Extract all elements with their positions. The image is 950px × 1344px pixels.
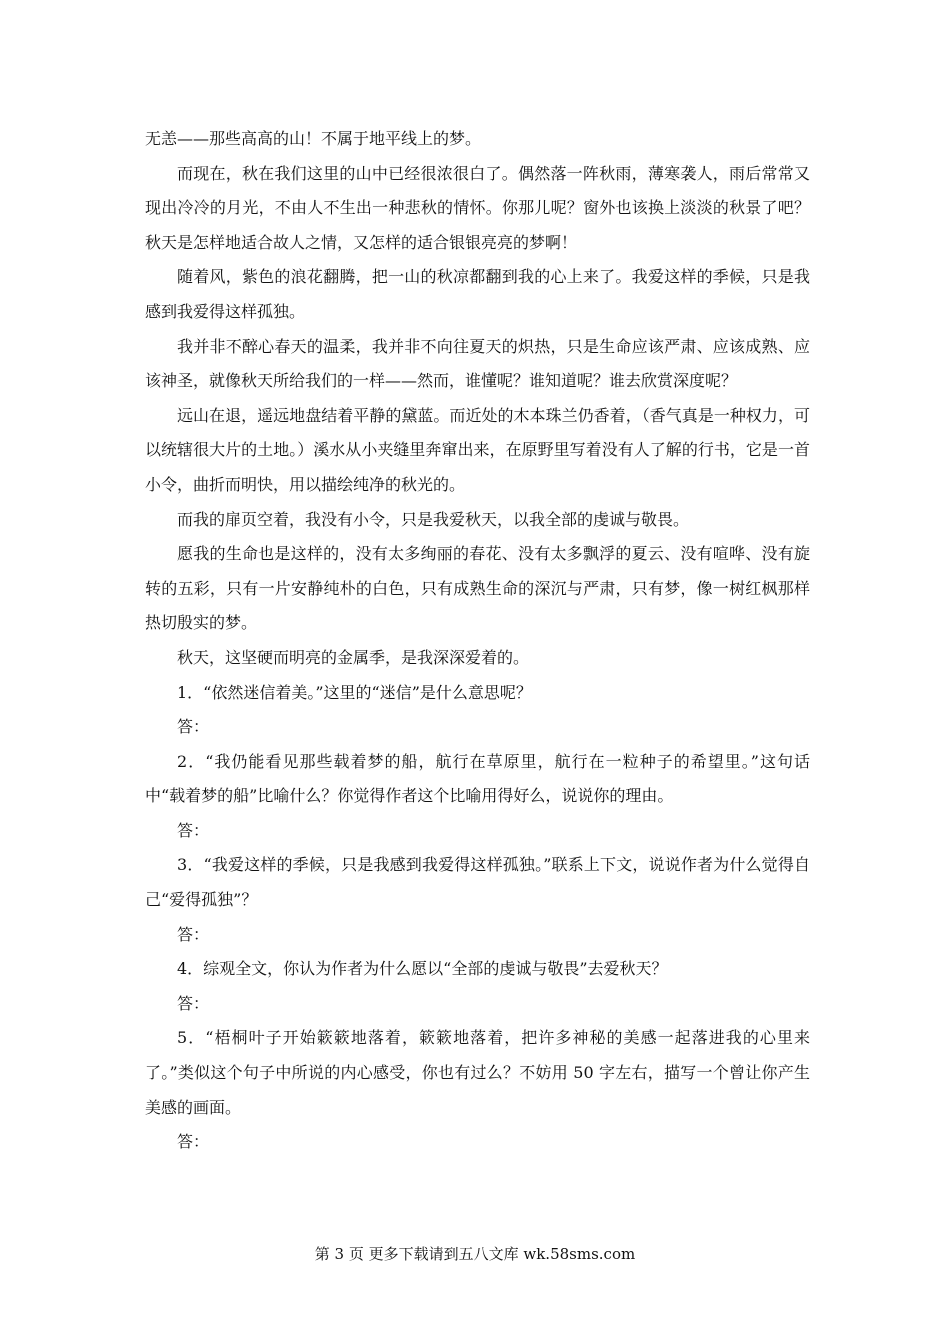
page-footer: 第 3 页 更多下载请到五八文库 wk.58sms.com — [314, 1245, 636, 1263]
paragraph: 随着风，紫色的浪花翻腾，把一山的秋凉都翻到我的心上来了。我爱这样的季候，只是我感到我爱得这样孤独。 — [145, 267, 810, 321]
paragraph: 而现在，秋在我们这里的山中已经很浓很白了。偶然落一阵秋雨，薄寒袭人，雨后常常又现出冷冷的月光，不由人不生出一种悲秋的情怀。你那儿呢？窗外也该换上淡淡的秋景了吧？秋天是怎样地适合故人之情，又怎样的适合银银亮亮的梦啊！ — [145, 163, 810, 252]
paragraph: 我并非不醉心春天的温柔，我并非不向往夏天的炽热，只是生命应该严肃、应该成熟、应该神圣，就像秋天所给我们的一样——然而，谁懂呢？谁知道呢？谁去欣赏深度呢？ — [145, 336, 810, 391]
paragraph: 而我的扉页空着，我没有小令，只是我爱秋天，以我全部的虔诚与敬畏。 — [177, 509, 690, 529]
answer-label: 答： — [177, 924, 210, 944]
answer-label: 答： — [177, 820, 210, 840]
answer-label: 答： — [177, 993, 210, 1013]
paragraph: 愿我的生命也是这样的，没有太多绚丽的春花、没有太多飘浮的夏云、没有喧哗、没有旋转的五彩，只有一片安静纯朴的白色，只有成熟生命的深沉与严肃，只有梦，像一树红枫那样热切殷实的梦。 — [145, 544, 810, 633]
question-4: 4．综观全文，你认为作者为什么愿以“全部的虔诚与敬畏”去爱秋天？ — [177, 959, 668, 979]
question-5: 5．“梧桐叶子开始簌簌地落着，簌簌地落着，把许多神秘的美感一起落进我的心里来了。”类似这个句子中所说的内心感受，你也有过么？不妨用 50 字左右，描写一个曾让你产生美感的画面。 — [145, 1028, 810, 1117]
question-2: 2．“我仍能看见那些载着梦的船，航行在草原里，航行在一粒种子的希望里。”这句话中“载着梦的船”比喻什么？你觉得作者这个比喻用得好么，说说你的理由。 — [145, 751, 810, 806]
question-3: 3．“我爱这样的季候，只是我感到我爱得这样孤独。”联系上下文，说说作者为什么觉得自己“爱得孤独”？ — [145, 855, 810, 910]
question-1: 1．“依然迷信着美。”这里的“迷信”是什么意思呢？ — [177, 682, 532, 702]
paragraph: 秋天，这坚硬而明亮的金属季，是我深深爱着的。 — [177, 647, 530, 667]
document-body — [145, 122, 810, 1160]
paragraph: 远山在退，遥远地盘结着平静的黛蓝。而近处的木本珠兰仍香着，（香气真是一种权力，可以统辖很大片的土地。）溪水从小夹缝里奔窜出来，在原野里写着没有人了解的行书，它是一首小令，曲折而明快，用以描绘纯净的秋光的。 — [145, 405, 810, 494]
paragraph-continuation: 无恙——那些高高的山！不属于地平线上的梦。 — [145, 129, 482, 148]
answer-label: 答： — [177, 717, 210, 737]
answer-label: 答： — [177, 1132, 210, 1152]
